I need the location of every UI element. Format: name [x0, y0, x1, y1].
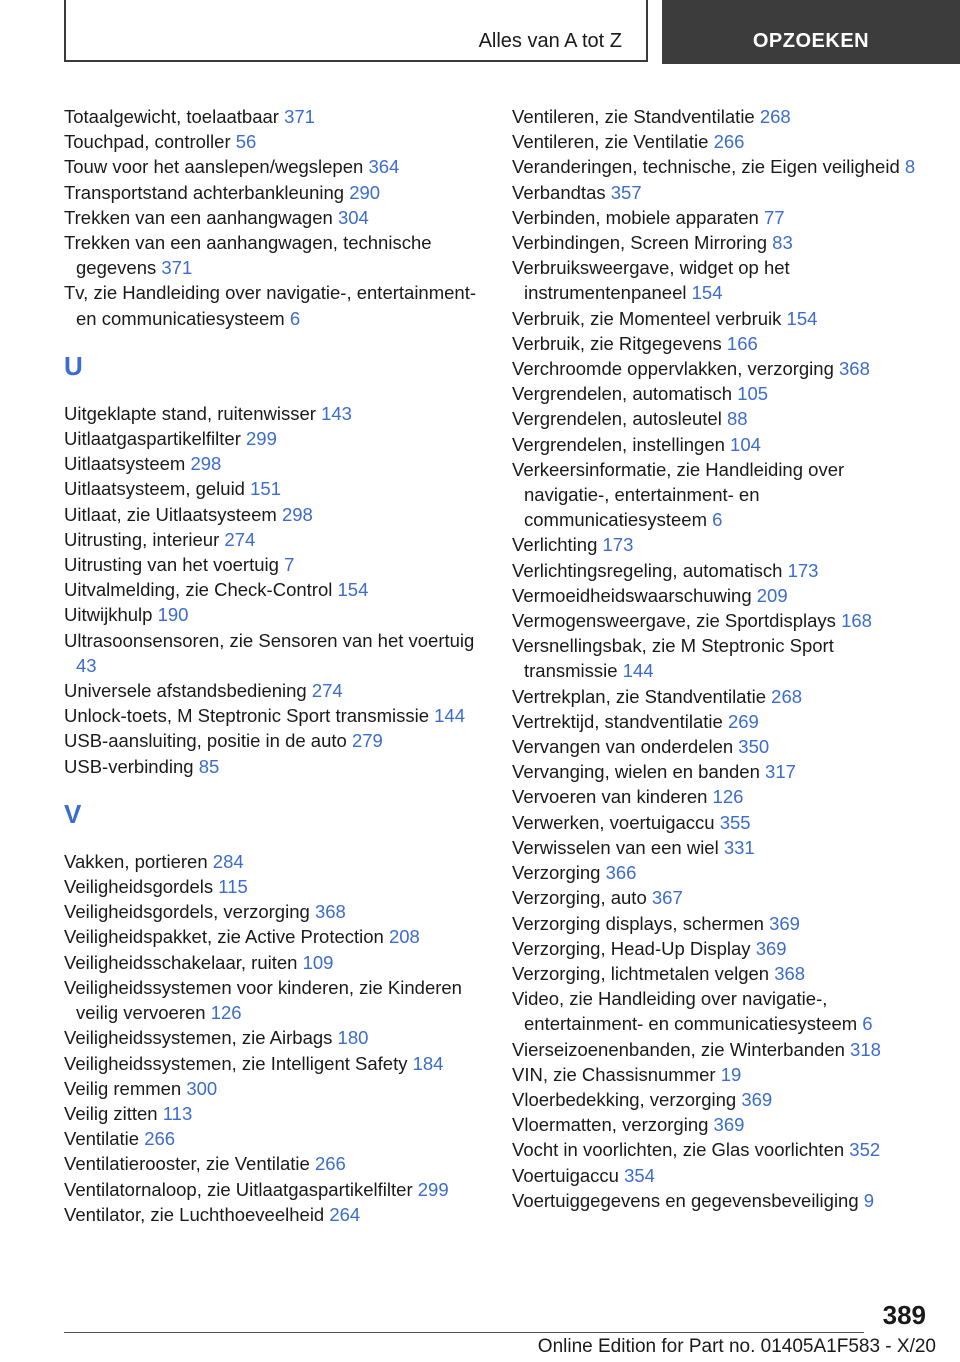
index-entry: [64, 1177, 484, 1202]
index-entry: [512, 406, 932, 431]
page-reference-link[interactable]: 290: [349, 181, 381, 203]
index-entry: [64, 552, 484, 577]
page-reference-link[interactable]: 143: [321, 402, 352, 424]
index-entry-text: Verbruiksweergave, widget op het instrumentenpaneel: [512, 257, 790, 304]
index-entry: [512, 911, 932, 936]
section-letter-v: V: [64, 798, 82, 829]
index-entry: [512, 1163, 932, 1188]
index-entry: [512, 154, 932, 179]
index-entry-text: Verzorging displays, schermen: [512, 912, 770, 934]
page-reference-link[interactable]: 126: [210, 1002, 242, 1024]
page-reference-link[interactable]: 77: [764, 206, 785, 228]
index-entry: [512, 885, 932, 910]
page-reference-link[interactable]: 264: [329, 1203, 361, 1225]
index-entry: [512, 961, 932, 986]
page-reference-link[interactable]: 331: [723, 836, 755, 858]
index-entry: [512, 356, 932, 381]
index-entry: [512, 759, 932, 784]
index-entry-text: Vakken, portieren: [64, 850, 213, 872]
entry-list-u: [64, 401, 484, 779]
index-entry-text: Ventilator, zie Luchthoeveelheid: [64, 1203, 330, 1225]
footer-divider: [64, 1332, 864, 1333]
page-reference-link[interactable]: 350: [738, 736, 770, 758]
index-entry-text: Voertuigaccu: [512, 1164, 625, 1186]
index-entry: [512, 1062, 932, 1087]
index-entry: [512, 457, 932, 533]
page-reference-link[interactable]: 369: [713, 1114, 745, 1136]
index-entry: [512, 583, 932, 608]
index-entry: [64, 1076, 484, 1101]
page-reference-link[interactable]: 371: [284, 106, 315, 127]
page-reference-link[interactable]: 371: [161, 257, 193, 279]
page-reference-link[interactable]: 144: [622, 660, 654, 682]
index-entry: [512, 1112, 932, 1137]
index-entry-text: Trekken van een aanhangwagen: [64, 206, 338, 228]
index-entry-text: USB-aansluiting, positie in de auto: [64, 730, 352, 752]
index-entry-text: Verwerken, voertuigaccu: [512, 811, 720, 833]
index-entry-text: Uitvalmelding, zie Check-Control: [64, 579, 338, 601]
page-reference-link[interactable]: 266: [314, 1153, 346, 1175]
index-entry: [64, 1126, 484, 1151]
index-entry-text: Vermoeidheidswaarschuwing: [512, 584, 757, 606]
index-entry-text: Verchroomde oppervlakken, verzorging: [512, 358, 840, 380]
page-reference-link[interactable]: 83: [772, 232, 793, 254]
index-entry: [512, 986, 932, 1036]
index-entry-text: Ventilatornaloop, zie Uitlaatgaspartikelfilter: [64, 1178, 418, 1200]
index-entry: [64, 1151, 484, 1176]
index-entry-text: Uitlaat, zie Uitlaatsysteem: [64, 503, 282, 525]
page-reference-link[interactable]: 318: [850, 1038, 881, 1060]
index-entry: [64, 1101, 484, 1126]
index-entry-text: Veiligheidspakket, zie Active Protection: [64, 926, 389, 948]
index-entry-text: Unlock-toets, M Steptronic Sport transmissie: [64, 705, 435, 727]
page-reference-link[interactable]: 369: [755, 937, 787, 959]
index-entry: [64, 1202, 484, 1227]
index-entry: [512, 936, 932, 961]
index-entry: [512, 633, 932, 683]
index-entry: [512, 810, 932, 835]
index-entry: [64, 754, 484, 779]
index-entry-text: Ventileren, zie Ventilatie: [512, 131, 714, 153]
page-reference-link[interactable]: 19: [720, 1063, 742, 1085]
index-entry: [64, 950, 484, 975]
index-entry: [64, 628, 484, 678]
page-reference-link[interactable]: 209: [756, 584, 788, 606]
index-entry-text: Verzorging, lichtmetalen velgen: [512, 962, 775, 984]
page-reference-link[interactable]: 357: [610, 181, 642, 203]
index-entry: [64, 205, 484, 230]
index-entry: [64, 476, 484, 501]
index-entry: [64, 451, 484, 476]
index-entry-text: Veilig zitten: [64, 1102, 163, 1124]
index-entry-text: Verbandtas: [512, 181, 611, 203]
index-entry: [64, 874, 484, 899]
index-entry-text: Ventilatierooster, zie Ventilatie: [64, 1153, 315, 1175]
index-entry-text: Vloerbedekking, verzorging: [512, 1088, 742, 1110]
page-reference-link[interactable]: 279: [351, 730, 383, 752]
page-reference-link[interactable]: 268: [771, 685, 803, 707]
index-entry-text: Vloermatten, verzorging: [512, 1114, 714, 1136]
page-reference-link[interactable]: 6: [712, 509, 723, 531]
page-reference-link[interactable]: 6: [289, 307, 301, 329]
index-entry-text: Verwisselen van een wiel: [512, 836, 724, 858]
index-entry: [64, 975, 484, 1025]
index-entry: [64, 129, 484, 154]
index-entry-text: Veiligheidssystemen, zie Airbags: [64, 1027, 338, 1049]
index-entry-text: Vervangen van onderdelen: [512, 736, 739, 758]
index-entry: [64, 154, 484, 179]
index-entry: [512, 835, 932, 860]
index-entry-text: Veiligheidsgordels: [64, 876, 219, 898]
index-entry-text: Uitrusting van het voertuig: [64, 554, 285, 576]
index-entry-text: Vervoeren van kinderen: [512, 786, 713, 808]
page-reference-link[interactable]: 168: [841, 610, 872, 632]
index-entry: [64, 577, 484, 602]
page-reference-link[interactable]: 154: [691, 282, 723, 304]
index-entry: [512, 1037, 932, 1062]
page-reference-link[interactable]: 173: [602, 534, 634, 556]
index-entry: [64, 401, 484, 426]
index-entry-text: Verzorging, Head-Up Display: [512, 937, 756, 959]
index-entry: [512, 532, 932, 557]
page-reference-link[interactable]: 304: [337, 206, 369, 228]
page-reference-link[interactable]: 115: [218, 876, 248, 898]
index-entry-text: Verbruik, zie Momenteel verbruik: [512, 307, 787, 329]
index-entry-text: Uitlaatsysteem, geluid: [64, 478, 251, 500]
index-entry: [512, 860, 932, 885]
index-entry-text: Vierseizoenenbanden, zie Winterbanden: [512, 1038, 851, 1060]
page-reference-link[interactable]: 352: [849, 1139, 881, 1161]
index-entry-text: Vergrendelen, automatisch: [512, 383, 738, 405]
index-entry-text: Versnellingsbak, zie M Steptronic Sport transmissie: [512, 635, 834, 682]
page-reference-link[interactable]: 369: [769, 912, 800, 934]
index-entry: [64, 104, 484, 129]
index-entry-text: Ventilatie: [64, 1128, 145, 1150]
index-entry-text: Vocht in voorlichten, zie Glas voorlichten: [512, 1139, 850, 1161]
index-entry-text: Uitwijkhulp: [64, 604, 158, 626]
page-reference-link[interactable]: 9: [863, 1189, 875, 1211]
page-reference-link[interactable]: 144: [434, 705, 466, 727]
index-entry-text: Veiligheidsgordels, verzorging: [64, 901, 315, 923]
page-reference-link[interactable]: 366: [605, 862, 637, 884]
section-letter-u: U: [64, 350, 83, 381]
index-entry-text: Universele afstandsbediening: [64, 680, 312, 702]
page-reference-link[interactable]: 300: [186, 1077, 218, 1099]
index-entry-text: Touw voor het aanslepen/wegslepen: [64, 156, 369, 178]
page-reference-link[interactable]: 355: [719, 811, 751, 833]
index-entry: [64, 1051, 484, 1076]
index-entry: [64, 728, 484, 753]
index-entry: [64, 1025, 484, 1050]
index-entry: [64, 849, 484, 874]
index-entry-text: Ventileren, zie Standventilatie: [512, 106, 760, 127]
index-entry-text: Vermogensweergave, zie Sportdisplays: [512, 610, 842, 632]
index-entry: [64, 426, 484, 451]
page-reference-link[interactable]: 180: [337, 1027, 369, 1049]
index-entry-text: Uitlaatsysteem: [64, 453, 191, 475]
index-entry-text: Totaalgewicht, toelaatbaar: [64, 106, 285, 127]
index-entry: [512, 709, 932, 734]
index-entry-text: Ultrasoonsensoren, zie Sensoren van het voertuig: [64, 629, 475, 651]
index-entry: [64, 280, 484, 330]
index-entry: [512, 104, 932, 129]
page-reference-link[interactable]: 166: [726, 332, 758, 354]
page-reference-link[interactable]: 104: [730, 433, 761, 455]
page-reference-link[interactable]: 105: [737, 383, 769, 405]
index-entry: [64, 899, 484, 924]
page-reference-link[interactable]: 354: [624, 1164, 655, 1186]
index-entry: [512, 230, 932, 255]
index-entry-text: Veilig remmen: [64, 1077, 187, 1099]
index-entry-text: Voertuiggegevens en gegevensbeveiliging: [512, 1189, 864, 1211]
entry-list-v: [64, 849, 484, 1227]
page-reference-link[interactable]: 317: [765, 761, 796, 783]
index-entry-text: Verlichting: [512, 534, 603, 556]
index-entry: [512, 331, 932, 356]
page-reference-link[interactable]: 298: [281, 503, 313, 525]
page-reference-link[interactable]: 369: [741, 1088, 773, 1110]
index-entry: [512, 1087, 932, 1112]
index-entry: [512, 684, 932, 709]
index-entry: [64, 180, 484, 205]
index-entry-text: Transportstand achterbankleuning: [64, 181, 350, 203]
index-entry-text: Trekken van een aanhangwagen, technische gegevens: [64, 232, 432, 279]
page-reference-link[interactable]: 274: [224, 528, 256, 550]
index-entry-text: Vertrektijd, standventilatie: [512, 710, 728, 732]
page-reference-link[interactable]: 85: [198, 755, 220, 777]
page-reference-link[interactable]: 184: [412, 1052, 444, 1074]
index-entry-text: Veiligheidssystemen, zie Intelligent Safety: [64, 1052, 413, 1074]
page-reference-link[interactable]: 173: [787, 559, 819, 581]
page-reference-link[interactable]: 299: [246, 428, 277, 450]
page-reference-link[interactable]: 299: [417, 1178, 449, 1200]
index-entry: [512, 784, 932, 809]
index-entry-text: Vervanging, wielen en banden: [512, 761, 766, 783]
page-reference-link[interactable]: 154: [786, 307, 818, 329]
index-entry: [512, 432, 932, 457]
index-entry: [512, 608, 932, 633]
page-reference-link[interactable]: 8: [904, 156, 916, 178]
page-number: 389: [882, 1300, 926, 1330]
entry-list-t: [64, 104, 484, 331]
index-entry-text: Verbindingen, Screen Mirroring: [512, 232, 773, 254]
page-reference-link[interactable]: 284: [212, 850, 244, 872]
index-entry-text: Uitrusting, interieur: [64, 528, 225, 550]
index-entry-text: Vertrekplan, zie Standventilatie: [512, 685, 772, 707]
index-entry-text: Verbruik, zie Ritgegevens: [512, 332, 727, 354]
page-reference-link[interactable]: 274: [311, 680, 343, 702]
index-entry: [512, 180, 932, 205]
page-reference-link[interactable]: 88: [726, 408, 748, 430]
index-entry-text: Video, zie Handleiding over navigatie-, entertainment- en communicatiesysteem: [512, 988, 863, 1035]
section-title: Alles van A tot Z: [478, 30, 622, 52]
page-reference-link[interactable]: 269: [727, 710, 759, 732]
page-reference-link[interactable]: 113: [162, 1102, 193, 1124]
index-entry-text: Uitgeklapte stand, ruitenwisser: [64, 402, 322, 424]
index-entry: [64, 678, 484, 703]
index-entry-text: Tv, zie Handleiding over navigatie-, entertainment- en communicatiesysteem: [64, 282, 477, 329]
index-entry-text: USB-verbinding: [64, 755, 199, 777]
entry-list-v-continued: [512, 104, 932, 1213]
page-reference-link[interactable]: 208: [388, 926, 420, 948]
index-column-right: [512, 104, 932, 1213]
index-entry: [64, 230, 484, 280]
index-entry-text: Vergrendelen, autosleutel: [512, 408, 727, 430]
index-entry-text: Uitlaatgaspartikelfilter: [64, 428, 246, 450]
index-entry: [512, 129, 932, 154]
index-entry: [512, 558, 932, 583]
index-entry: [512, 255, 932, 305]
page-reference-link[interactable]: 266: [713, 131, 745, 153]
index-entry-text: Verbinden, mobiele apparaten: [512, 206, 764, 228]
index-entry: [512, 1188, 932, 1213]
opzoeken-tab[interactable]: OPZOEKEN: [662, 0, 960, 64]
page-reference-link[interactable]: 268: [759, 106, 791, 127]
index-entry-text: VIN, zie Chassisnummer: [512, 1063, 721, 1085]
page-reference-link[interactable]: 7: [284, 554, 295, 576]
index-entry: [512, 306, 932, 331]
index-entry-text: Vergrendelen, instellingen: [512, 433, 731, 455]
page-reference-link[interactable]: 368: [839, 358, 870, 380]
page-reference-link[interactable]: 43: [76, 654, 97, 676]
page-reference-link[interactable]: 367: [651, 887, 683, 909]
index-entry: [512, 205, 932, 230]
index-column-left: [64, 104, 484, 1227]
page-reference-link[interactable]: 368: [314, 901, 346, 923]
footer-edition: Online Edition for Part no. 01405A1F583 - X/20: [537, 1336, 936, 1357]
index-entry-text: Veiligheidsschakelaar, ruiten: [64, 951, 303, 973]
page-reference-link[interactable]: 368: [774, 962, 806, 984]
index-entry: [64, 602, 484, 627]
page-reference-link[interactable]: 56: [235, 131, 257, 153]
page-reference-link[interactable]: 109: [302, 951, 334, 973]
page-reference-link[interactable]: 126: [712, 786, 744, 808]
index-entry-text: Verkeersinformatie, zie Handleiding over navigatie-, entertainment- en communicatiesysteem: [512, 458, 845, 531]
page-reference-link[interactable]: 266: [144, 1128, 176, 1150]
index-entry-text: Verzorging, auto: [512, 887, 652, 909]
page-reference-link[interactable]: 151: [250, 478, 281, 500]
index-entry-text: Verzorging: [512, 862, 606, 884]
index-entry: [512, 1137, 932, 1162]
page-reference-link[interactable]: 364: [368, 156, 400, 178]
index-entry: [64, 703, 484, 728]
page-reference-link[interactable]: 190: [157, 604, 189, 626]
page-reference-link[interactable]: 154: [337, 579, 369, 601]
index-entry: [512, 734, 932, 759]
index-entry-text: Veiligheidssystemen voor kinderen, zie Kinderen veilig vervoeren: [64, 976, 462, 1024]
index-entry: [64, 924, 484, 949]
index-entry-text: Verlichtingsregeling, automatisch: [512, 559, 788, 581]
index-entry: [512, 381, 932, 406]
page-reference-link[interactable]: 298: [190, 453, 222, 475]
index-entry-text: Touchpad, controller: [64, 131, 236, 153]
index-entry-text: Veranderingen, technische, zie Eigen veiligheid: [512, 156, 905, 178]
index-entry: [64, 502, 484, 527]
page-reference-link[interactable]: 6: [862, 1013, 873, 1035]
header-frame: [64, 0, 648, 62]
index-entry: [64, 527, 484, 552]
